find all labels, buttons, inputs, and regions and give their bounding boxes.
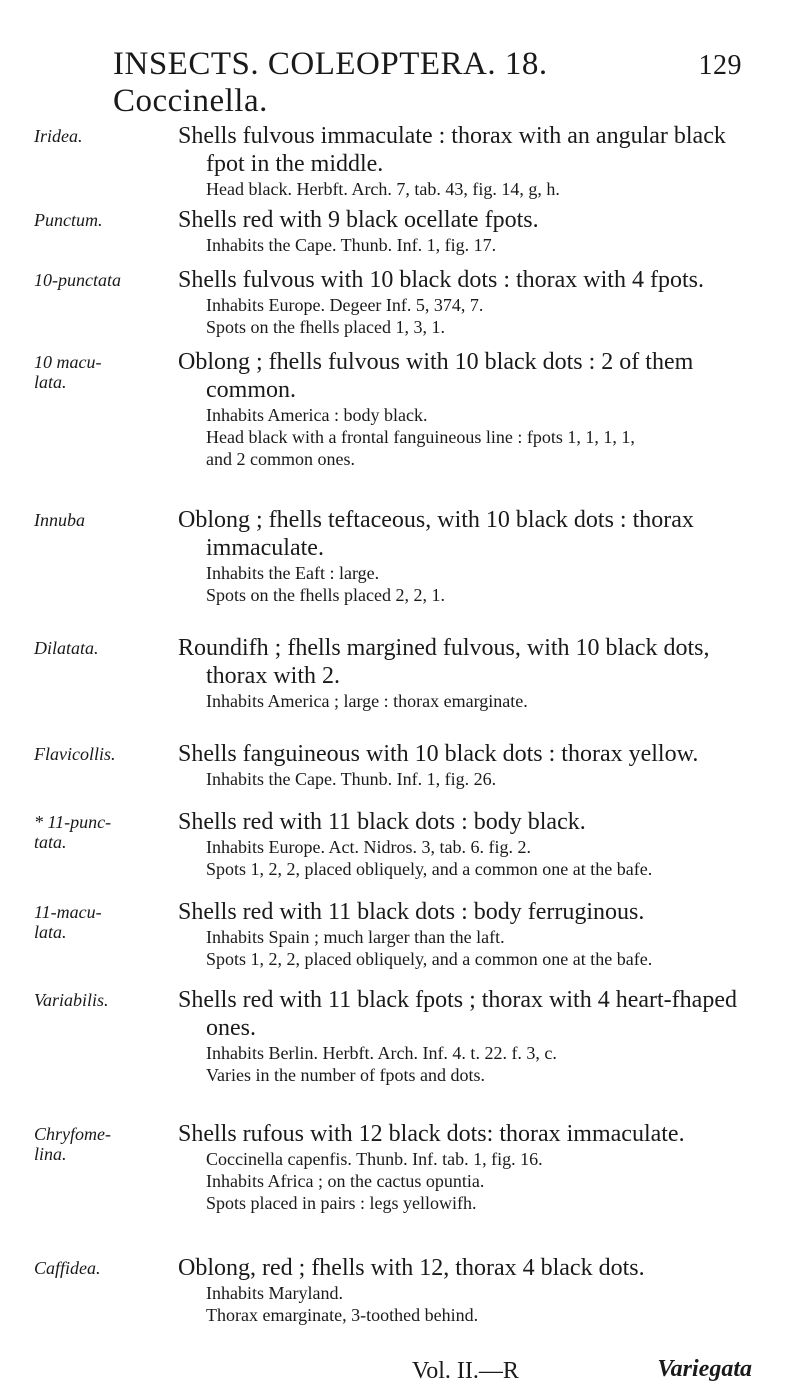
species-name: Flavicollis.	[34, 744, 116, 764]
entry-body	[178, 206, 770, 256]
entry-body	[178, 348, 770, 470]
species-name: 10-punctata	[34, 270, 121, 290]
entry-line: Inhabits the Cape. Thunb. Inf. 1, fig. 26.	[206, 769, 497, 789]
entry-body	[178, 808, 770, 880]
entry-line: Spots placed in pairs : legs yellowifh.	[206, 1193, 477, 1213]
entry-line: Inhabits Spain ; much larger than the laft.	[206, 927, 505, 947]
entry-body	[178, 122, 770, 200]
species-name: 11-macu- lata.	[34, 902, 102, 942]
entry-line: Inhabits Africa ; on the cactus opuntia.	[206, 1171, 485, 1191]
entry-body	[178, 986, 770, 1086]
entry-body	[178, 266, 770, 338]
entry-line: Inhabits America : body black.	[206, 405, 428, 425]
species-name: Punctum.	[34, 210, 103, 230]
entry-line: Head black. Herbft. Arch. 7, tab. 43, fig. 14, g, h.	[206, 179, 560, 199]
species-name: Chryfome- lina.	[34, 1124, 111, 1164]
species-name: Iridea.	[34, 126, 83, 146]
entry-body	[178, 898, 770, 970]
species-name: Dilatata.	[34, 638, 99, 658]
species-description: Shells red with 9 black ocellate fpots.	[178, 207, 539, 233]
entry-line: Thorax emarginate, 3-toothed behind.	[206, 1305, 479, 1325]
entry-body	[178, 1120, 770, 1214]
entry-line: Inhabits Europe. Act. Nidros. 3, tab. 6. fig. 2.	[206, 837, 531, 857]
species-description: Shells red with 11 black dots : body ferruginous.	[178, 899, 645, 925]
entry-line: Varies in the number of fpots and dots.	[206, 1065, 485, 1085]
entry-line: and 2 common ones.	[206, 449, 355, 469]
entry-line: Head black with a frontal fanguineous line : fpots 1, 1, 1, 1,	[206, 427, 635, 447]
entry-line: Spots on the fhells placed 2, 2, 1.	[206, 585, 445, 605]
entry-body	[178, 634, 770, 712]
species-name: 10 macu- lata.	[34, 352, 102, 392]
entry-line: Spots 1, 2, 2, placed obliquely, and a common one at the bafe.	[206, 949, 653, 969]
species-description: Shells fulvous immaculate : thorax with an angular black fpot in the middle.	[178, 123, 726, 177]
species-description: Oblong ; fhells fulvous with 10 black dots : 2 of them common.	[178, 349, 694, 403]
species-description: Shells red with 11 black dots : body black.	[178, 809, 586, 835]
entry-line: Inhabits Maryland.	[206, 1283, 343, 1303]
page-number: 129	[698, 50, 742, 81]
entry-line: Inhabits the Cape. Thunb. Inf. 1, fig. 17.	[206, 235, 497, 255]
species-name: Innuba	[34, 510, 85, 530]
species-description: Oblong, red ; fhells with 12, thorax 4 black dots.	[178, 1255, 645, 1281]
entry-body	[178, 1254, 770, 1326]
signature-mark: Vol. II.—R	[412, 1358, 519, 1384]
species-description: Shells fanguineous with 10 black dots : thorax yellow.	[178, 741, 699, 767]
species-description: Shells rufous with 12 black dots: thorax immaculate.	[178, 1121, 685, 1147]
entry-line: Spots 1, 2, 2, placed obliquely, and a common one at the bafe.	[206, 859, 653, 879]
entry-body	[178, 740, 770, 790]
entry-line: Spots on the fhells placed 1, 3, 1.	[206, 317, 445, 337]
entry-line: Inhabits the Eaft : large.	[206, 563, 380, 583]
entry-line: Coccinella capenfis. Thunb. Inf. tab. 1, fig. 16.	[206, 1149, 543, 1169]
entry-line: Inhabits Berlin. Herbft. Arch. Inf. 4. t. 22. f. 3, c.	[206, 1043, 557, 1063]
entry-line: Inhabits Europe. Degeer Inf. 5, 374, 7.	[206, 295, 484, 315]
catchword: Variegata	[657, 1356, 752, 1382]
species-name: Caffidea.	[34, 1258, 101, 1278]
species-description: Oblong ; fhells teftaceous, with 10 black dots : thorax immaculate.	[178, 507, 694, 561]
entry-line: Inhabits America ; large : thorax emarginate.	[206, 691, 528, 711]
running-title: INSECTS. COLEOPTERA. 18. Coccinella.	[113, 46, 548, 119]
species-name: Variabilis.	[34, 990, 109, 1010]
running-header	[113, 46, 742, 119]
entry-body	[178, 506, 770, 606]
species-description: Shells red with 11 black fpots ; thorax with 4 heart-fhaped ones.	[178, 987, 737, 1041]
species-description: Shells fulvous with 10 black dots : thorax with 4 fpots.	[178, 267, 704, 293]
species-description: Roundifh ; fhells margined fulvous, with 10 black dots, thorax with 2.	[178, 635, 710, 689]
species-name: * 11-punc- tata.	[34, 812, 112, 852]
